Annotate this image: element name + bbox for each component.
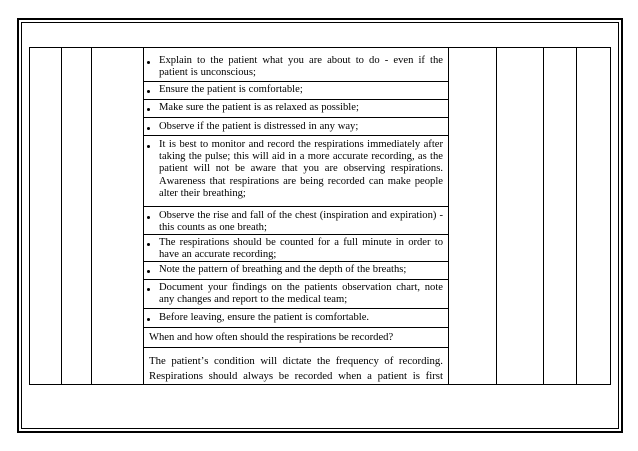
subheading-text: When and how often should the respirations be recorded? [149, 332, 394, 343]
step-text: Note the pattern of breathing and the depth of the breaths; [159, 264, 407, 275]
step-item [144, 100, 448, 118]
step-text: Observe if the patient is distressed in any way; [159, 121, 359, 132]
step-text: Explain to the patient what you are about to do - even if the patient is unconscious; [159, 55, 443, 79]
paragraph-text: The patient’s condition will dictate the frequency of recording. Respirations should always be recorded when a patient is first [149, 355, 443, 382]
empty-cell-col-6 [497, 48, 544, 384]
empty-cell-col-7 [544, 48, 577, 384]
step-item [144, 207, 448, 235]
procedure-steps-cell [144, 48, 449, 384]
step-item [144, 48, 448, 82]
bullet-icon [147, 288, 150, 291]
step-text: The respirations should be counted for a full minute in order to have an accurate recording; [159, 237, 443, 261]
step-item [144, 136, 448, 207]
bullet-icon [147, 216, 150, 219]
step-item [144, 262, 448, 280]
step-text: Ensure the patient is comfortable; [159, 84, 303, 95]
empty-cell-col-3 [92, 48, 144, 384]
step-text: Observe the rise and fall of the chest (inspiration and expiration) - this counts as one breath; [159, 210, 443, 234]
step-text: Make sure the patient is as relaxed as possible; [159, 102, 359, 113]
empty-cell-col-5 [449, 48, 497, 384]
bullet-icon [147, 127, 150, 130]
step-text: Document your findings on the patients observation chart, note any changes and report to the medical team; [159, 282, 443, 306]
bullet-icon [147, 270, 150, 273]
bullet-icon [147, 90, 150, 93]
body-paragraph [144, 348, 448, 384]
bullet-icon [147, 61, 150, 64]
bullet-icon [147, 243, 150, 246]
step-item [144, 82, 448, 100]
empty-cell-col-1 [30, 48, 62, 384]
step-item [144, 309, 448, 328]
empty-cell-col-2 [62, 48, 92, 384]
section-subheading [144, 328, 448, 348]
step-text: Before leaving, ensure the patient is comfortable. [159, 312, 370, 323]
bullet-icon [147, 318, 150, 321]
bullet-icon [147, 108, 150, 111]
step-item [144, 280, 448, 309]
step-item [144, 235, 448, 262]
empty-cell-col-8 [577, 48, 610, 384]
procedure-table [29, 47, 611, 385]
step-text: It is best to monitor and record the respirations immediately after taking the pulse; this will aid in a more accurate recording, as the patient will not be aware that you are observing respirations. Awareness that respirations are being recorded can make people alter their breathing; [159, 139, 443, 199]
step-item [144, 118, 448, 136]
bullet-icon [147, 145, 150, 148]
